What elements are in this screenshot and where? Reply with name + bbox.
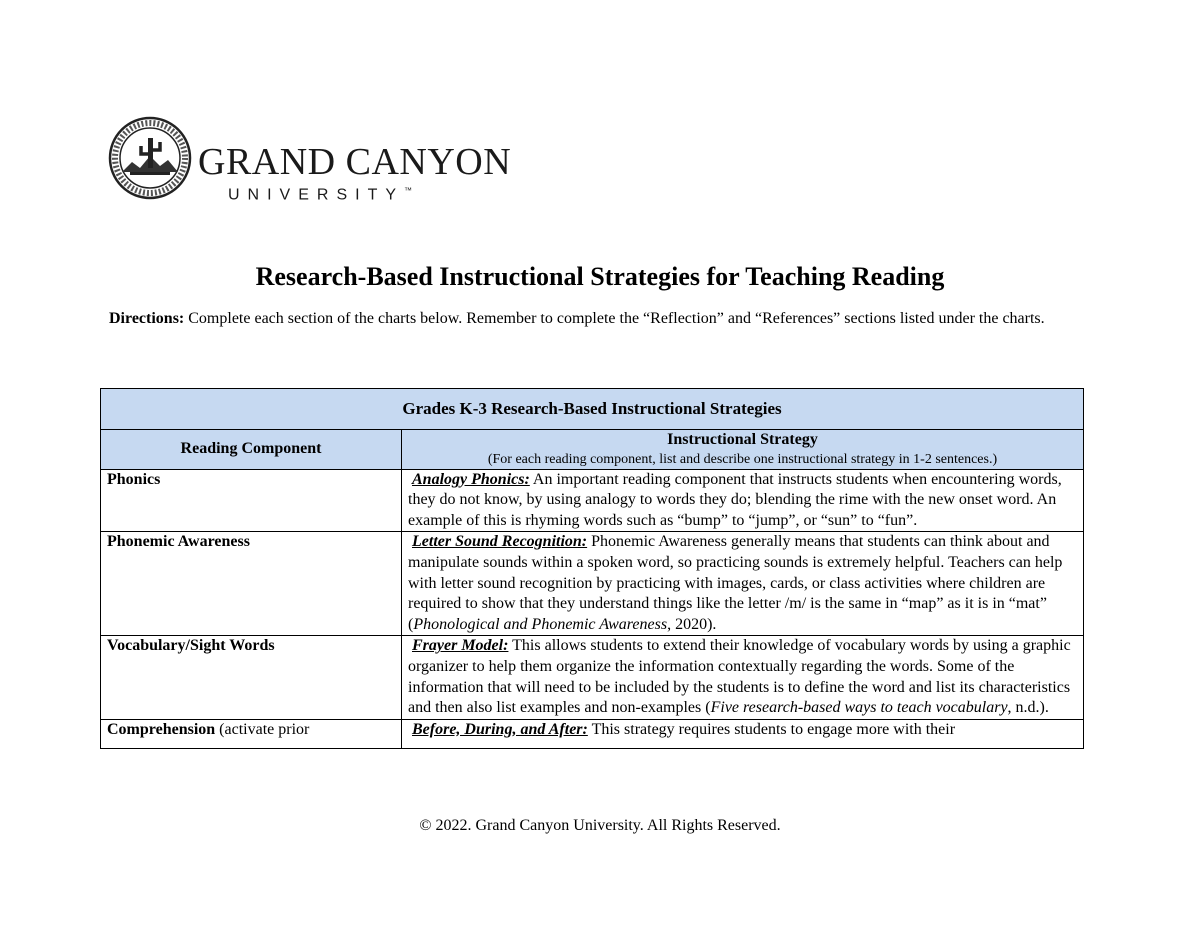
strategy-name: Before, During, and After: [412, 720, 588, 738]
strategy-name: Letter Sound Recognition: [412, 533, 588, 551]
table-row [101, 636, 1084, 719]
row-strategy [402, 719, 1084, 748]
table-title: Grades K-3 Research-Based Instructional Strategies [101, 389, 1084, 430]
directions-label: Directions: [109, 310, 185, 327]
table-row [101, 532, 1084, 636]
row-component [101, 719, 402, 748]
strategy-text: Phonemic Awareness generally means that students can think about and manipulate sounds within a spoken word, so practicing sounds is extremely helpful. Teachers can help with letter sound recognition by practicing with images, cards, or class activities where children are required to show that they understand things like the letter /m/ is the same in “map” as it is in “mat” ( [408, 533, 1063, 633]
citation-tail: , n.d.). [1007, 699, 1049, 717]
row-component: Phonics [101, 469, 402, 532]
strategy-name: Analogy Phonics: [412, 470, 530, 488]
citation-title: Five research-based ways to teach vocabulary [710, 699, 1008, 717]
university-logo [108, 116, 512, 204]
strategy-text: This strategy requires students to engage more with their [587, 720, 956, 738]
citation-tail: , 2020). [667, 615, 717, 633]
col-header-component: Reading Component [101, 430, 402, 470]
logo-tm: ™ [404, 186, 413, 195]
strategy-name: Frayer Model: [412, 637, 509, 655]
row-component: Phonemic Awareness [101, 532, 402, 636]
row-strategy [402, 532, 1084, 636]
strategies-table [100, 388, 1084, 749]
col-header-strategy-label: Instructional Strategy [667, 431, 818, 448]
row-strategy [402, 469, 1084, 532]
citation-title: Phonological and Phonemic Awareness [413, 615, 668, 633]
directions-text: Complete each section of the charts below. Remember to complete the “Reflection” and “References” sections listed under the charts. [184, 310, 1045, 327]
col-header-strategy [402, 430, 1084, 470]
col-header-strategy-sub: (For each reading component, list and describe one instructional strategy in 1-2 sentences.) [487, 451, 998, 467]
table-row [101, 719, 1084, 748]
logo-sub: UNIVERSITY [228, 186, 405, 204]
logo-name: GRAND CANYON [198, 141, 512, 183]
strategy-text: An important reading component that instructs students when encountering words, they do not know, by using analogy to words they do; blending the rime with the new onset word. An example of this is rhyming words such as “bump” to “jump”, or “sun” to “fun”. [408, 470, 1062, 529]
page-title: Research-Based Instructional Strategies for Teaching Reading [255, 262, 945, 291]
component-label: Comprehension [107, 720, 216, 738]
row-strategy [402, 636, 1084, 719]
strategy-text: This allows students to extend their knowledge of vocabulary words by using a graphic organizer to help them organize the information contextually regarding the words. Some of the information that will need to be included by the students is to define the word and list its characteristics and then also list examples and non-examples ( [408, 637, 1071, 717]
row-component: Vocabulary/Sight Words [101, 636, 402, 719]
copyright-footer: © 2022. Grand Canyon University. All Rights Reserved. [419, 817, 781, 834]
directions [109, 309, 1069, 329]
table-row [101, 469, 1084, 532]
university-seal-icon [108, 116, 192, 200]
component-note: (activate prior [215, 720, 310, 738]
